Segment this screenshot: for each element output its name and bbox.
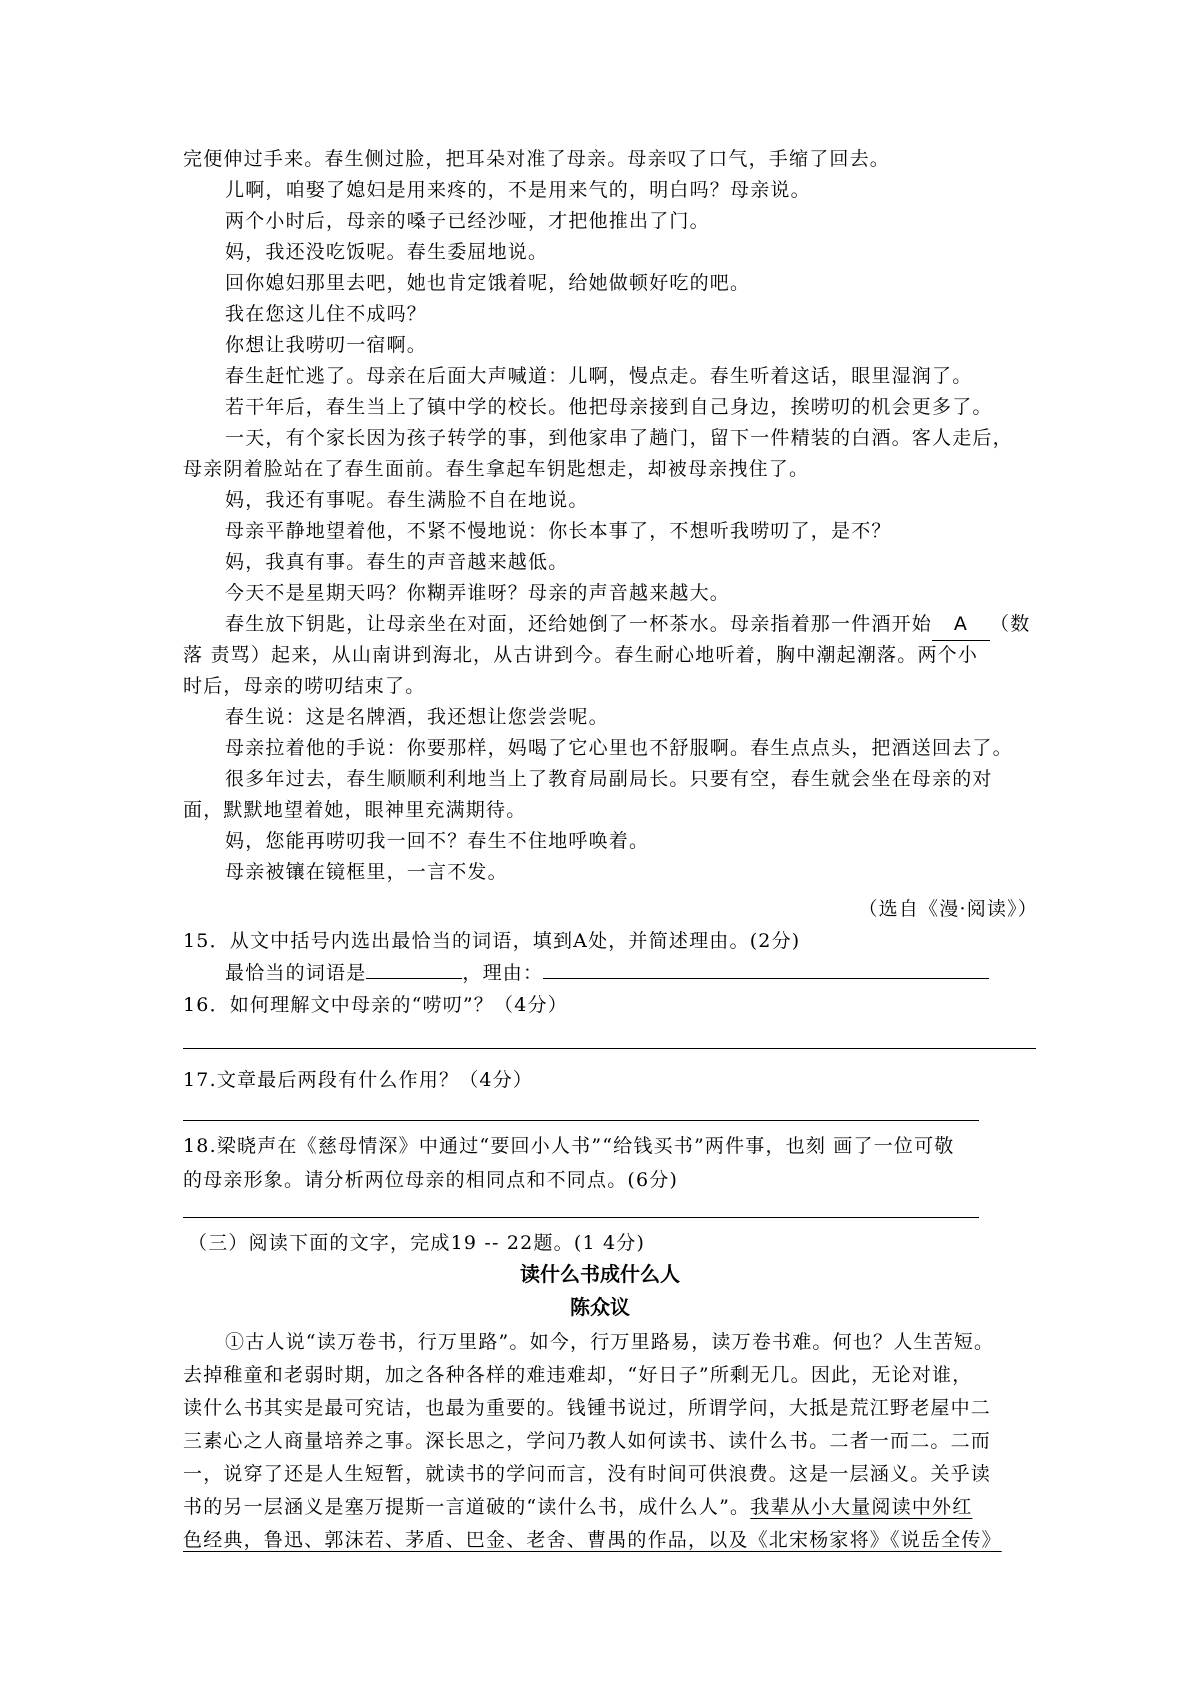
article-paragraph: 读什么书其实是最可究诘，也最为重要的。钱锺书说过，所谓学问，大抵是荒江野老屋中二 xyxy=(183,1397,992,1419)
story-paragraph: 母亲阴着脸站在了春生面前。春生拿起车钥匙想走，却被母亲拽住了。 xyxy=(183,458,810,480)
story-source: （选自《漫·阅读》） xyxy=(858,898,1038,920)
story-paragraph: 母亲拉着他的手说：你要那样，妈喝了它心里也不舒服啊。春生点点头，把酒送回去了。 xyxy=(225,737,1013,759)
answer-word-blank[interactable] xyxy=(366,958,462,979)
story-paragraph: 母亲被镶在镜框里，一言不发。 xyxy=(225,861,508,883)
story-paragraph: 妈，我还没吃饭呢。春生委屈地说。 xyxy=(225,241,549,263)
answer-line[interactable] xyxy=(183,1120,979,1121)
blank-a: A xyxy=(932,608,990,641)
article-paragraph: ①古人说“读万卷书，行万里路”。如今，行万里路易，读万卷书难。何也？人生苦短。 xyxy=(225,1331,995,1353)
story-text: 春生放下钥匙，让母亲坐在对面，还给她倒了一杯茶水。母亲指着那一件酒开始 xyxy=(225,613,933,635)
question-16: 16．如何理解文中母亲的“唠叨”？（4分） xyxy=(183,994,568,1016)
story-paragraph: 儿啊，咱娶了媳妇是用来疼的，不是用来气的，明白吗？母亲说。 xyxy=(225,179,811,201)
story-paragraph: 时后，母亲的唠叨结束了。 xyxy=(183,675,426,697)
reason-blank[interactable] xyxy=(543,958,989,979)
story-paragraph: 很多年过去，春生顺顺利利地当上了教育局副局长。只要有空，春生就会坐在母亲的对 xyxy=(225,768,993,790)
article-paragraph xyxy=(183,1491,1038,1523)
story-paragraph: 妈，我还有事呢。春生满脸不自在地说。 xyxy=(225,489,589,511)
question-15-answer xyxy=(225,957,1080,989)
question-17: 17.文章最后两段有什么作用？（4分） xyxy=(183,1069,534,1091)
story-text: （数 xyxy=(990,613,1031,635)
story-paragraph: 两个小时后，母亲的嗓子已经沙哑，才把他推出了门。 xyxy=(225,210,710,232)
story-paragraph: 面，默默地望着她，眼神里充满期待。 xyxy=(183,799,527,821)
question-18: 的母亲形象。请分析两位母亲的相同点和不同点。(6分) xyxy=(183,1169,679,1191)
story-paragraph: 落 责骂）起来，从山南讲到海北，从古讲到今。春生耐心地听着，胸中潮起潮落。两个小 xyxy=(183,644,979,666)
story-paragraph-blank xyxy=(225,608,1038,641)
answer-line[interactable] xyxy=(183,1217,979,1218)
story-paragraph: 回你媳妇那里去吧，她也肯定饿着呢，给她做顿好吃的吧。 xyxy=(225,272,751,294)
answer-line[interactable] xyxy=(183,1048,1036,1049)
underlined-text: 色经典，鲁迅、郭沫若、茅盾、巴金、老舍、曹禺的作品，以及《北宋杨家将》《说岳全传》 xyxy=(183,1529,1002,1551)
article-title: 读什么书成什么人 xyxy=(520,1262,680,1286)
story-paragraph: 妈，我真有事。春生的声音越来越低。 xyxy=(225,551,569,573)
story-paragraph: 母亲平静地望着他，不紧不慢地说：你长本事了，不想听我唠叨了，是不？ xyxy=(225,520,892,542)
article-paragraph: 一，说穿了还是人生短暂，就读书的学问而言，没有时间可供浪费。这是一层涵义。关乎读 xyxy=(183,1463,992,1485)
underlined-text: 我辈从小大量阅读中外红 xyxy=(750,1496,973,1518)
article-text: 书的另一层涵义是塞万提斯一言道破的“读什么书，成什么人”。 xyxy=(183,1496,751,1518)
story-paragraph: 春生赶忙逃了。母亲在后面大声喊道：儿啊，慢点走。春生听着这话，眼里湿润了。 xyxy=(225,365,973,387)
story-paragraph: 妈，您能再唠叨我一回不？春生不住地呼唤着。 xyxy=(225,830,650,852)
story-paragraph: 完便伸过手来。春生侧过脸，把耳朵对准了母亲。母亲叹了口气，手缩了回去。 xyxy=(183,148,891,170)
question-18: 18.梁晓声在《慈母情深》中通过“要回小人书”“给钱买书”两件事，也刻 画了一位可敬 xyxy=(183,1135,955,1157)
article-author: 陈众议 xyxy=(570,1295,630,1319)
story-paragraph: 我在您这儿住不成吗？ xyxy=(225,303,428,325)
story-paragraph: 若干年后，春生当上了镇中学的校长。他把母亲接到自己身边，挨唠叨的机会更多了。 xyxy=(225,396,993,418)
question-15: 15．从文中括号内选出最恰当的词语，填到A处，并简述理由。(2分) xyxy=(183,930,801,952)
answer-word-label: 最恰当的词语是 xyxy=(225,962,367,984)
story-paragraph: 春生说：这是名牌酒，我还想让您尝尝呢。 xyxy=(225,706,609,728)
section-intro: （三）阅读下面的文字，完成19 -- 22题。(1 4分) xyxy=(188,1232,646,1254)
story-paragraph: 你想让我唠叨一宿啊。 xyxy=(225,334,428,356)
article-paragraph: 三素心之人商量培养之事。深长思之，学问乃教人如何读书、读什么书。二者一而二。二而 xyxy=(183,1430,992,1452)
reason-label: ，理由： xyxy=(462,962,544,984)
article-paragraph: 去掉稚童和老弱时期，加之各种各样的难违难却，“好日子”所剩无几。因此，无论对谁， xyxy=(183,1364,973,1386)
story-paragraph: 一天，有个家长因为孩子转学的事，到他家串了趟门，留下一件精装的白酒。客人走后， xyxy=(225,427,1013,449)
story-paragraph: 今天不是星期天吗？你糊弄谁呀？母亲的声音越来越大。 xyxy=(225,582,731,604)
